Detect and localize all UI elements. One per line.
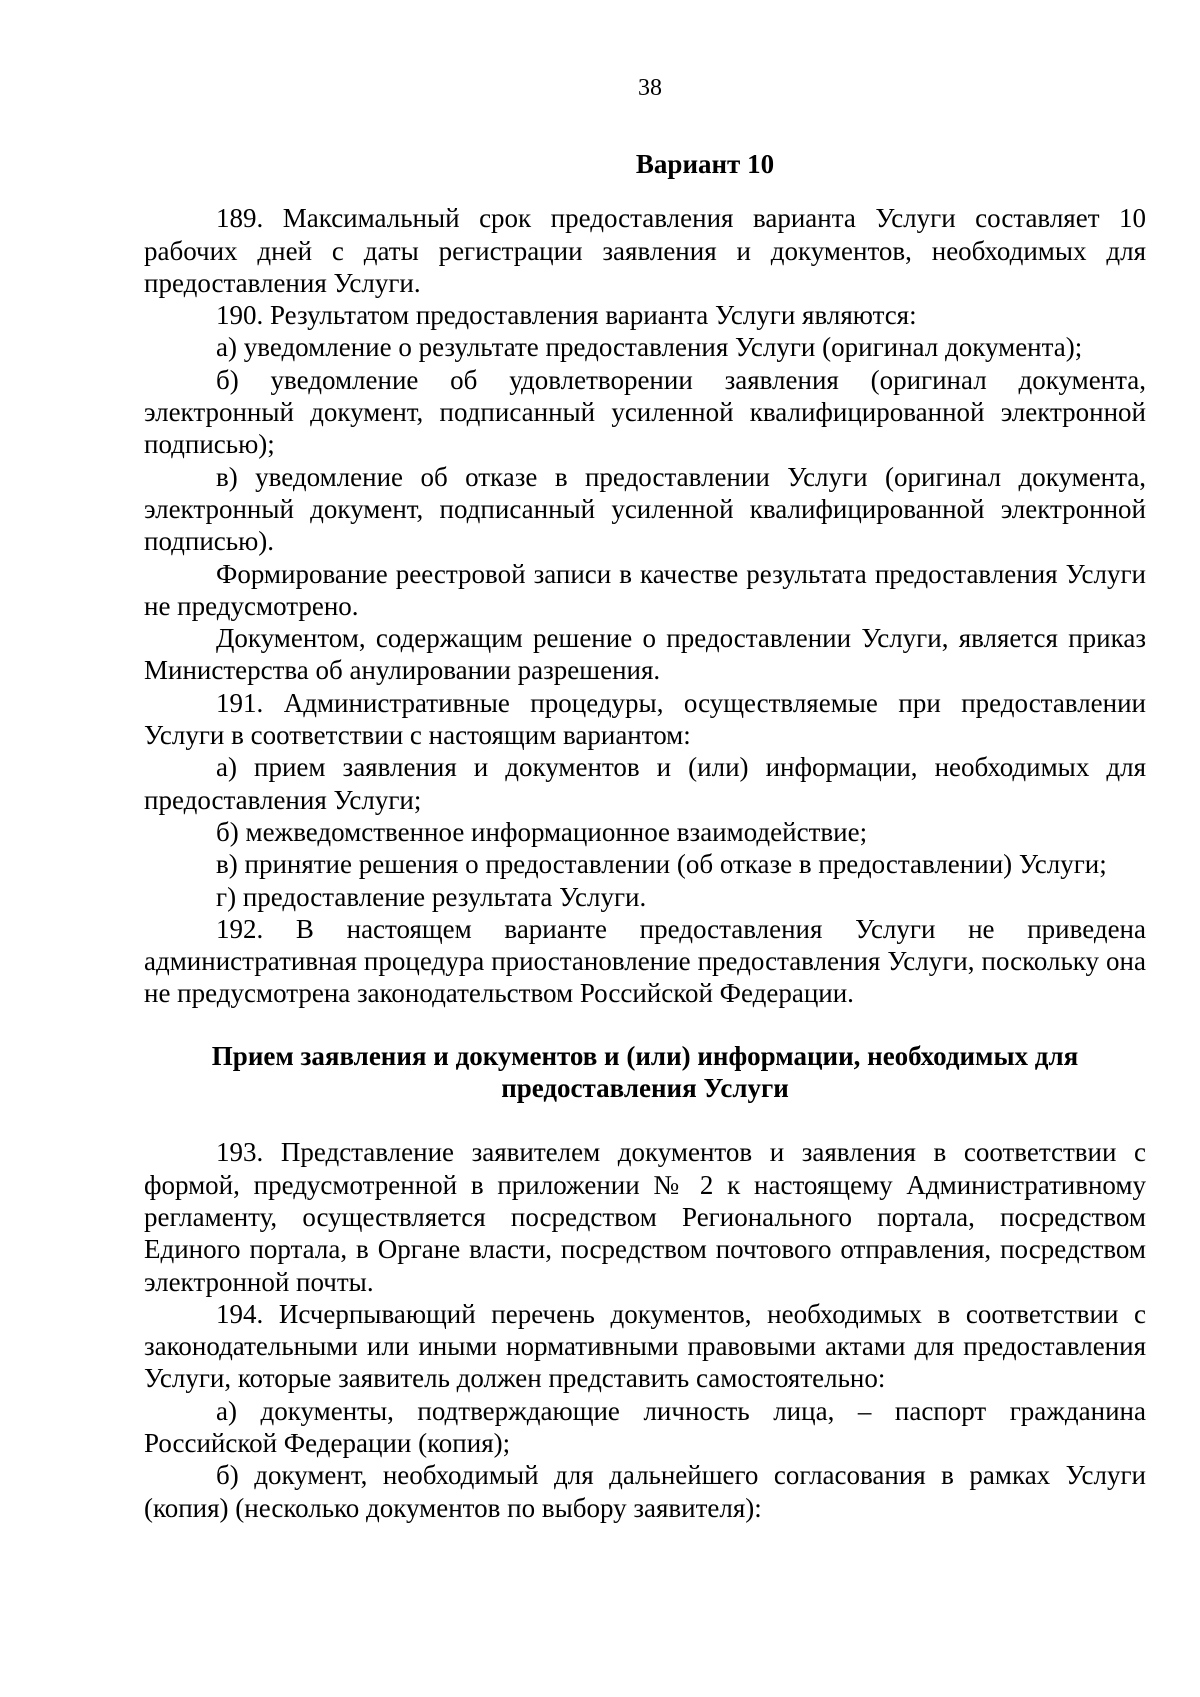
paragraph-191-g: г) предоставление результата Услуги. bbox=[216, 881, 647, 912]
paragraph-190-b: б) уведомление об удовлетворении заявления (оригинал документа, электронный документ, подписанный усиленной квалифицированной электронной подписью); bbox=[144, 364, 1146, 460]
paragraph-194-b: б) документ, необходимый для дальнейшего согласования в рамках Услуги (копия) (несколько документов по выбору заявителя): bbox=[144, 1460, 1146, 1523]
paragraph-decision-document: Документом, содержащим решение о предоставлении Услуги, является приказ Министерства об анулировании разрешения. bbox=[144, 623, 1146, 686]
paragraph-194-a: а) документы, подтверждающие личность лица, – паспорт гражданина Российской Федерации (копия); bbox=[144, 1395, 1146, 1458]
paragraph-189: 189. Максимальный срок предоставления варианта Услуги составляет 10 рабочих дней с даты регистрации заявления и документов, необходимых для предоставления Услуги. bbox=[144, 203, 1146, 298]
paragraph-191-b: б) межведомственное информационное взаимодействие; bbox=[216, 816, 868, 847]
paragraph-190: 190. Результатом предоставления варианта Услуги являются: bbox=[216, 300, 917, 331]
document-body bbox=[144, 148, 1146, 1524]
paragraph-190-v: в) уведомление об отказе в предоставлении Услуги (оригинал документа, электронный документ, подписанный усиленной квалифицированной электронной подписью). bbox=[144, 461, 1146, 557]
paragraph-registry-record: Формирование реестровой записи в качестве результата предоставления Услуги не предусмотрено. bbox=[144, 558, 1146, 621]
paragraph-191: 191. Административные процедуры, осуществляемые при предоставлении Услуги в соответствии с настоящим вариантом: bbox=[144, 687, 1146, 751]
page-number: 38 bbox=[638, 75, 662, 101]
section-heading: Прием заявления и документов и (или) информации, необходимых для предоставления Услуги bbox=[211, 1040, 1079, 1104]
paragraph-193: 193. Представление заявителем документов и заявления в соответствии с формой, предусмотренной в приложении № 2 к настоящему Административному регламенту, осуществляется посредством Регионального портала, посредством Единого портала, в Органе власти, посредством почтового отправления, посредством электронной почты. bbox=[144, 1137, 1146, 1297]
paragraph-194: 194. Исчерпывающий перечень документов, необходимых в соответствии с законодательными или иными нормативными правовыми актами для предоставления Услуги, которые заявитель должен представить самостоятельно: bbox=[144, 1298, 1146, 1394]
paragraph-191-v: в) принятие решения о предоставлении (об отказе в предоставлении) Услуги; bbox=[216, 849, 1107, 880]
variant-heading: Вариант 10 bbox=[635, 149, 775, 179]
paragraph-192: 192. В настоящем варианте предоставления Услуги не приведена административная процедура приостановление предоставления Услуги, поскольку она не предусмотрена законодательством Российской Федерации. bbox=[144, 913, 1146, 1009]
paragraph-191-a: а) прием заявления и документов и (или) информации, необходимых для предоставления Услуги; bbox=[144, 752, 1146, 815]
paragraph-190-a: а) уведомление о результате предоставления Услуги (оригинал документа); bbox=[216, 332, 1083, 363]
